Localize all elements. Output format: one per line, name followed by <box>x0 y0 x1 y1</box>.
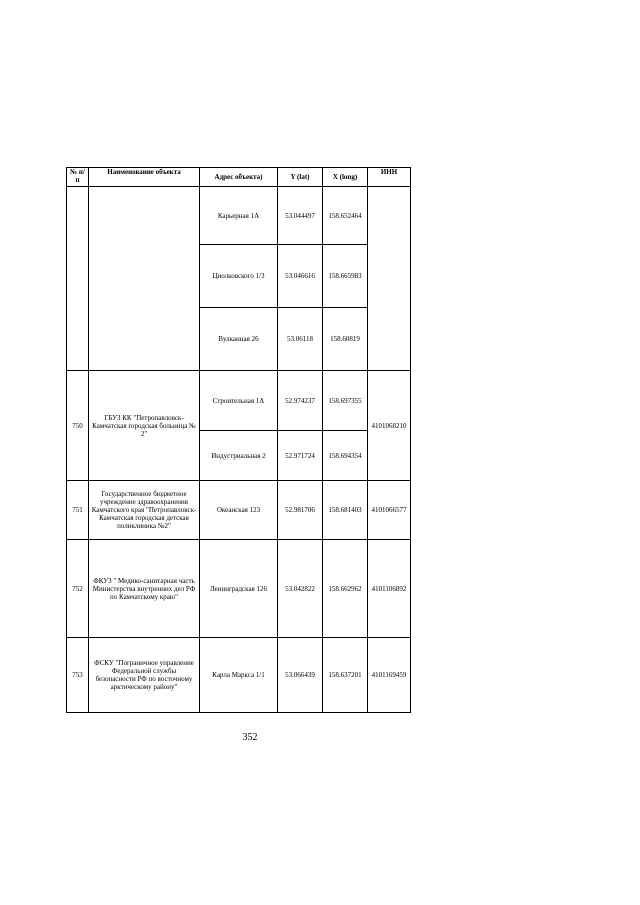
header-long: X (long) <box>323 168 368 187</box>
header-address: Адрес объекта) <box>200 168 278 187</box>
header-lat: Y (lat) <box>278 168 323 187</box>
cell-lat: 53.066439 <box>278 638 323 713</box>
cell-name <box>89 187 200 371</box>
table-row <box>67 638 411 713</box>
cell-name: ФКУЗ " Медико-санитарная часть Министерства внутренних дел РФ по Камчатскому краю" <box>89 540 200 638</box>
cell-lat: 52.974237 <box>278 371 323 431</box>
cell-long: 158.681403 <box>323 481 368 540</box>
header-row <box>67 168 411 187</box>
header-name: Наименование объекта <box>89 168 200 187</box>
cell-inn <box>368 187 411 371</box>
cell-long: 158.652464 <box>323 187 368 245</box>
cell-num: 750 <box>67 371 89 481</box>
cell-address: Циолковского 1/3 <box>200 245 278 308</box>
cell-long: 158.60819 <box>323 308 368 371</box>
cell-inn: 4101068210 <box>368 371 411 481</box>
cell-inn: 4101066577 <box>368 481 411 540</box>
cell-num: 753 <box>67 638 89 713</box>
cell-long: 158.637201 <box>323 638 368 713</box>
cell-name: ГБУЗ КК "Петропавловск-Камчатская городская больница № 2" <box>89 371 200 481</box>
cell-long: 158.694354 <box>323 431 368 481</box>
cell-lat: 52.971724 <box>278 431 323 481</box>
objects-table <box>66 167 411 713</box>
cell-inn: 4101106892 <box>368 540 411 638</box>
table-row <box>67 540 411 638</box>
cell-num: 752 <box>67 540 89 638</box>
cell-lat: 53.044497 <box>278 187 323 245</box>
cell-long: 158.697355 <box>323 371 368 431</box>
cell-long: 158.665983 <box>323 245 368 308</box>
cell-address: Строительная 1А <box>200 371 278 431</box>
cell-name: Государственное бюджетное учреждение здравоохранения Камчатского края "Петропавловск-Камчатская городская детская поликлиника №2" <box>89 481 200 540</box>
cell-address: Ленинградская 126 <box>200 540 278 638</box>
cell-num: 751 <box>67 481 89 540</box>
cell-lat: 52.981706 <box>278 481 323 540</box>
cell-address: Индустриальная 2 <box>200 431 278 481</box>
cell-num <box>67 187 89 371</box>
cell-inn: 4101169459 <box>368 638 411 713</box>
cell-long: 158.662962 <box>323 540 368 638</box>
header-inn: ИНН <box>368 168 411 187</box>
table-row <box>67 481 411 540</box>
cell-address: Вулканная 26 <box>200 308 278 371</box>
page-number: 352 <box>242 732 258 743</box>
cell-address: Карла Маркса 1/1 <box>200 638 278 713</box>
header-num: № п/п <box>67 168 89 187</box>
cell-address: Океанская 123 <box>200 481 278 540</box>
cell-name: ФСКУ "Пограничное управление Федеральной службы безопасности РФ по восточному арктическому району" <box>89 638 200 713</box>
cell-lat: 53.042822 <box>278 540 323 638</box>
cell-address: Карьерная 1А <box>200 187 278 245</box>
table-row <box>67 187 411 245</box>
table-row <box>67 371 411 431</box>
cell-lat: 53.06118 <box>278 308 323 371</box>
cell-lat: 53.046616 <box>278 245 323 308</box>
